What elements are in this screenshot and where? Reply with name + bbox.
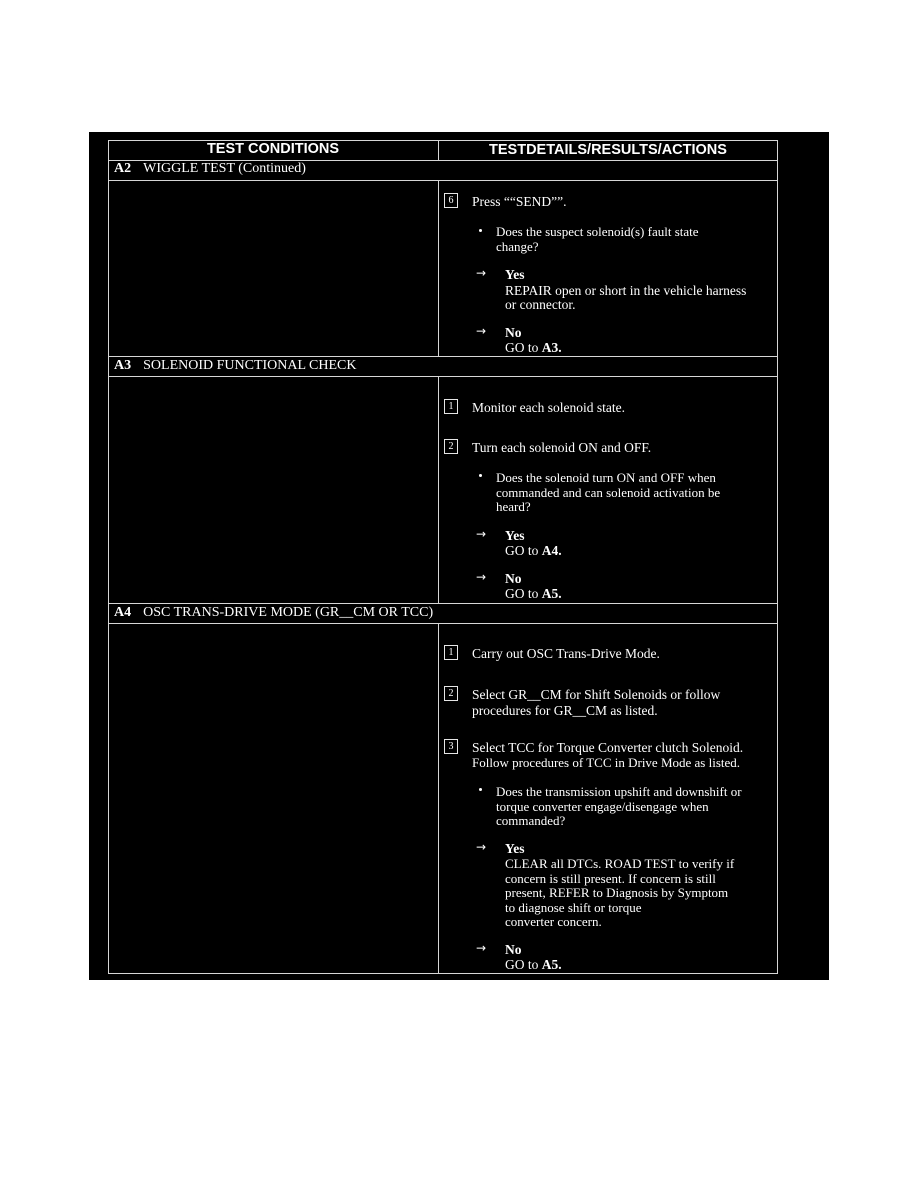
bullet-icon xyxy=(479,474,482,477)
step-text: Select TCC for Torque Converter clutch Solenoid. xyxy=(472,740,744,755)
no-action: GO to A3. xyxy=(505,340,562,355)
arrow-right-icon: → xyxy=(476,840,487,854)
arrow-right-icon: → xyxy=(476,527,487,541)
step-text: Press ““SEND””. xyxy=(472,194,567,209)
header-test-conditions: TEST CONDITIONS xyxy=(206,141,340,157)
yes-action: or connector. xyxy=(505,297,576,312)
no-label: No xyxy=(505,325,522,340)
goto-link[interactable]: A5. xyxy=(541,586,562,601)
step-number-box: 3 xyxy=(444,739,458,754)
step-number-box: 1 xyxy=(444,399,458,414)
yes-label: Yes xyxy=(505,528,525,543)
question-line: commanded? xyxy=(496,813,566,828)
step-number-box: 1 xyxy=(444,645,458,660)
question-line: change? xyxy=(496,239,539,254)
goto-link[interactable]: A3. xyxy=(541,340,562,355)
question-line: commanded and can solenoid activation be xyxy=(496,485,721,500)
diagnostic-table xyxy=(108,140,778,974)
step-number-box: 2 xyxy=(444,686,458,701)
arrow-right-icon: → xyxy=(476,941,487,955)
arrow-right-icon: → xyxy=(476,570,487,584)
no-action: GO to A5. xyxy=(505,586,562,601)
section-a4-title: A4 OSC TRANS-DRIVE MODE (GR__CM OR TCC) xyxy=(114,605,434,620)
yes-label: Yes xyxy=(505,267,525,282)
step-text: Turn each solenoid ON and OFF. xyxy=(472,440,652,455)
section-a2-title: A2 WIGGLE TEST (Continued) xyxy=(114,161,306,176)
yes-action: GO to A4. xyxy=(505,543,562,558)
header-test-details: TESTDETAILS/RESULTS/ACTIONS xyxy=(489,142,727,158)
section-code: A4 xyxy=(114,605,132,620)
section-code: A3 xyxy=(114,358,132,373)
arrow-right-icon: → xyxy=(476,266,487,280)
question-line: heard? xyxy=(496,499,531,514)
yes-action: concern is still present. If concern is still xyxy=(505,871,716,886)
bullet-icon xyxy=(479,788,482,791)
yes-action: converter concern. xyxy=(505,914,602,929)
step-text: Monitor each solenoid state. xyxy=(472,400,625,415)
section-code: A2 xyxy=(114,161,132,176)
step-number-box: 2 xyxy=(444,439,458,454)
yes-label: Yes xyxy=(505,841,525,856)
question-line: torque converter engage/disengage when xyxy=(496,799,709,814)
goto-link[interactable]: A5. xyxy=(541,957,562,972)
question-line: Does the transmission upshift and downshift or xyxy=(496,784,742,799)
step-text: procedures for GR__CM as listed. xyxy=(472,703,658,718)
section-a3-title: A3 SOLENOID FUNCTIONAL CHECK xyxy=(114,358,357,373)
step-number-box: 6 xyxy=(444,193,458,208)
no-label: No xyxy=(505,571,522,586)
goto-link[interactable]: A4. xyxy=(541,543,562,558)
arrow-right-icon: → xyxy=(476,324,487,338)
yes-action: present, REFER to Diagnosis by Symptom xyxy=(505,885,729,900)
no-action: GO to A5. xyxy=(505,957,562,972)
question-line: Does the suspect solenoid(s) fault state xyxy=(496,224,699,239)
step-text: Follow procedures of TCC in Drive Mode as listed. xyxy=(472,755,741,770)
no-label: No xyxy=(505,942,522,957)
yes-action: REPAIR open or short in the vehicle harness xyxy=(505,283,747,298)
step-text: Carry out OSC Trans-Drive Mode. xyxy=(472,646,660,661)
step-text: Select GR__CM for Shift Solenoids or follow xyxy=(472,687,721,702)
yes-action: to diagnose shift or torque xyxy=(505,900,642,915)
yes-action: CLEAR all DTCs. ROAD TEST to verify if xyxy=(505,856,735,871)
bullet-icon xyxy=(479,229,482,232)
question-line: Does the solenoid turn ON and OFF when xyxy=(496,470,716,485)
